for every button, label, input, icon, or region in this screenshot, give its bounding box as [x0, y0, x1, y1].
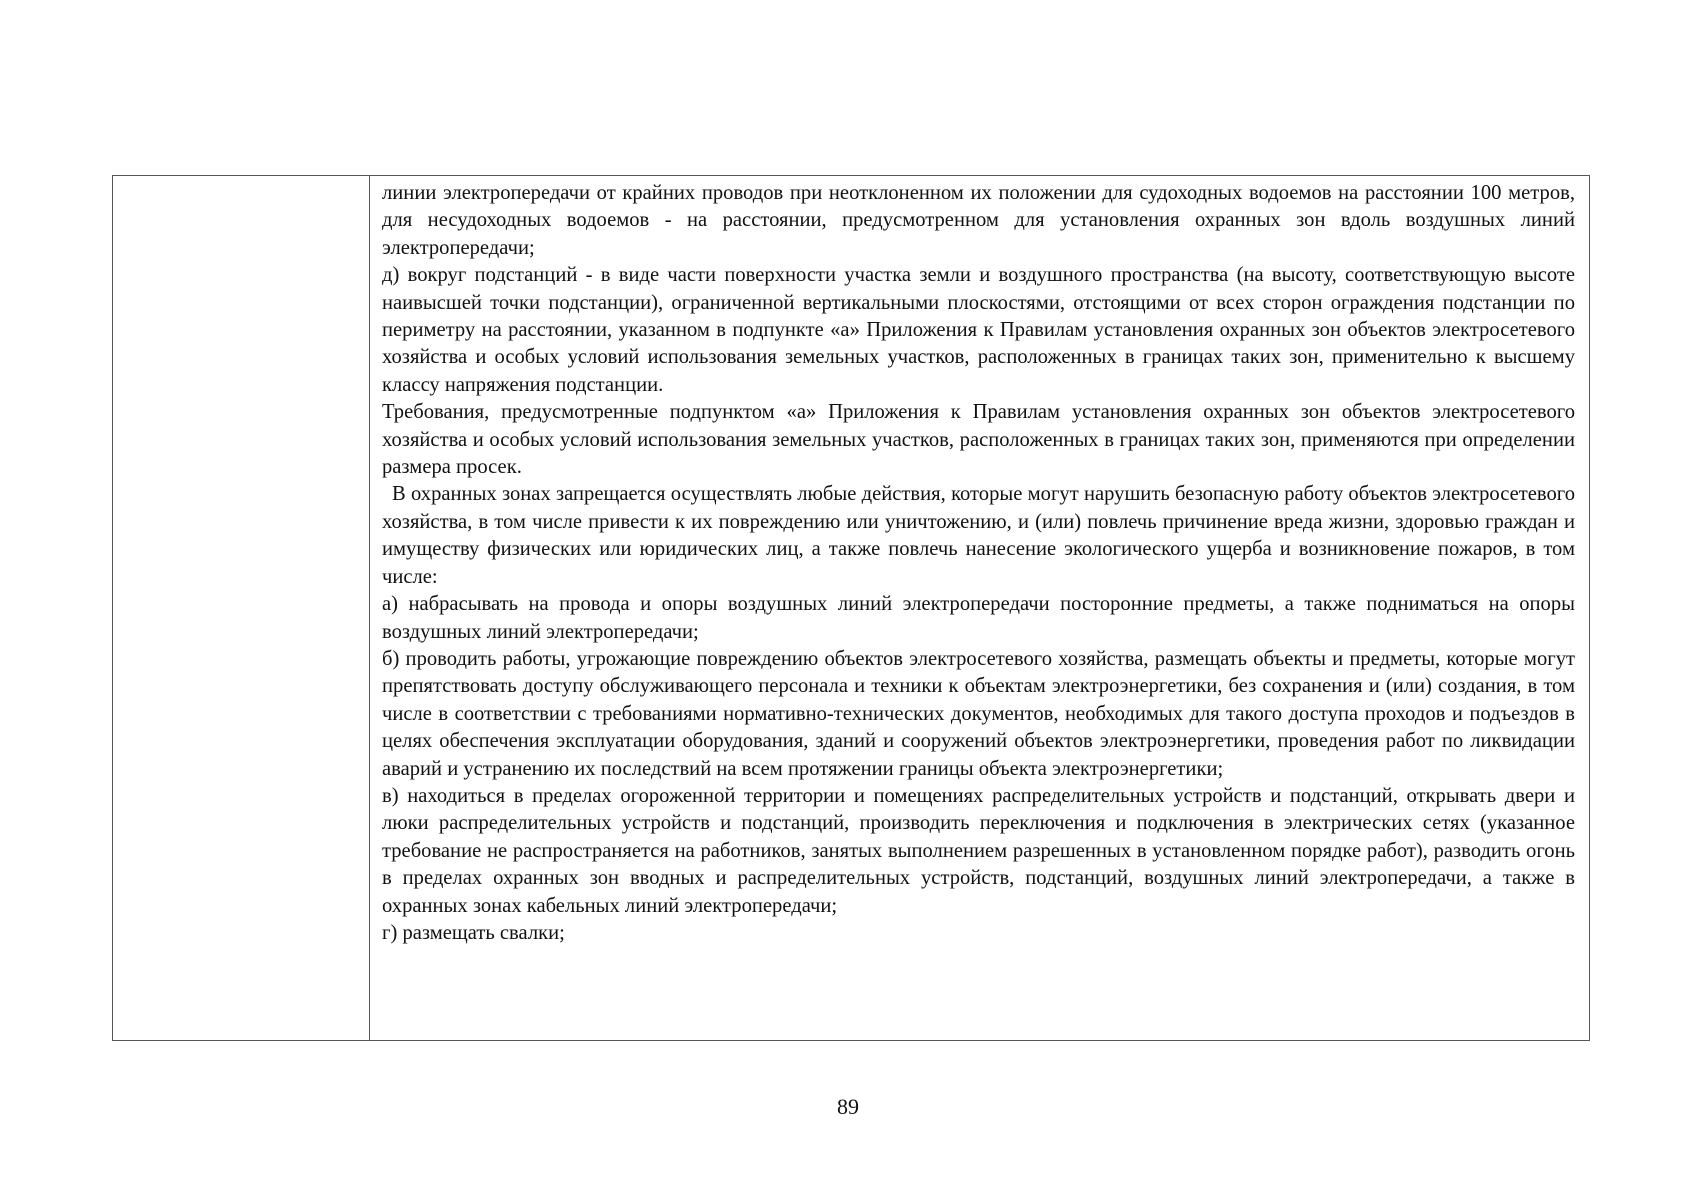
- paragraph-item-a: а) набрасывать на провода и опоры воздушных линий электропередачи посторонние предметы, а также подниматься на опоры воздушных линий электропередачи;: [382, 593, 1575, 643]
- content-table: [112, 175, 1590, 1041]
- paragraph-item-d: д) вокруг подстанций - в виде части поверхности участка земли и воздушного пространства (на высоту, соответствующую высоте наивысшей точки подстанции), ограниченной вертикальными плоскостями, отстоящими от всех сторон ограждения подстанции по периметру на расстоянии, указанном в подпункте «а» Приложения к Правилам установления охранных зон объектов электросетевого хозяйства и особых условий использования земельных участков, расположенных в границах таких зон, применительно к высшему классу напряжения подстанции.: [382, 264, 1575, 396]
- paragraph-requirements: Требования, предусмотренные подпунктом «а» Приложения к Правилам установления охранных зон объектов электросетевого хозяйства и особых условий использования земельных участков, расположенных в границах таких зон, применяются при определении размера просек.: [382, 401, 1575, 479]
- text-cell: [370, 176, 1589, 1040]
- page-number: 89: [837, 1094, 859, 1119]
- paragraph-continuation: линии электропередачи от крайних проводов при неотклоненном их положении для судоходных водоемов на расстоянии 100 метров, для несудоходных водоемов - на расстоянии, предусмотренном для установления охранных зон вдоль воздушных линий электропередачи;: [382, 182, 1575, 259]
- paragraph-item-g: г) размещать свалки;: [382, 921, 565, 944]
- paragraph-item-v: в) находиться в пределах огороженной территории и помещениях распределительных устройств и подстанций, открывать двери и люки распределительных устройств и подстанций, производить переключения и подключения в электрических сетях (указанное требование не распространяется на работников, занятых выполнением разрешенных в установленном порядке работ), разводить огонь в пределах охранных зон вводных и распределительных устройств, подстанций, воздушных линий электропередачи, а также в охранных зонах кабельных линий электропередачи;: [382, 784, 1575, 917]
- paragraph-item-b: б) проводить работы, угрожающие повреждению объектов электросетевого хозяйства, размещать объекты и предметы, которые могут препятствовать доступу обслуживающего персонала и техники к объектам электроэнергетики, без сохранения и (или) создания, в том числе в соответствии с требованиями нормативно-технических документов, необходимых для такого доступа проходов и подъездов в целях обеспечения эксплуатации оборудования, зданий и сооружений объектов электроэнергетики, проведения работ по ликвидации аварий и устранению их последствий на всем протяжении границы объекта электроэнергетики;: [382, 647, 1575, 780]
- paragraph-prohibitions: В охранных зонах запрещается осуществлять любые действия, которые могут нарушить безопасную работу объектов электросетевого хозяйства, в том числе привести к их повреждению или уничтожению, и (или) повлечь причинение вреда жизни, здоровью граждан и имуществу физических или юридических лиц, а также повлечь нанесение экологического ущерба и возникновение пожаров, в том числе:: [382, 483, 1575, 588]
- empty-left-cell: [113, 176, 370, 1040]
